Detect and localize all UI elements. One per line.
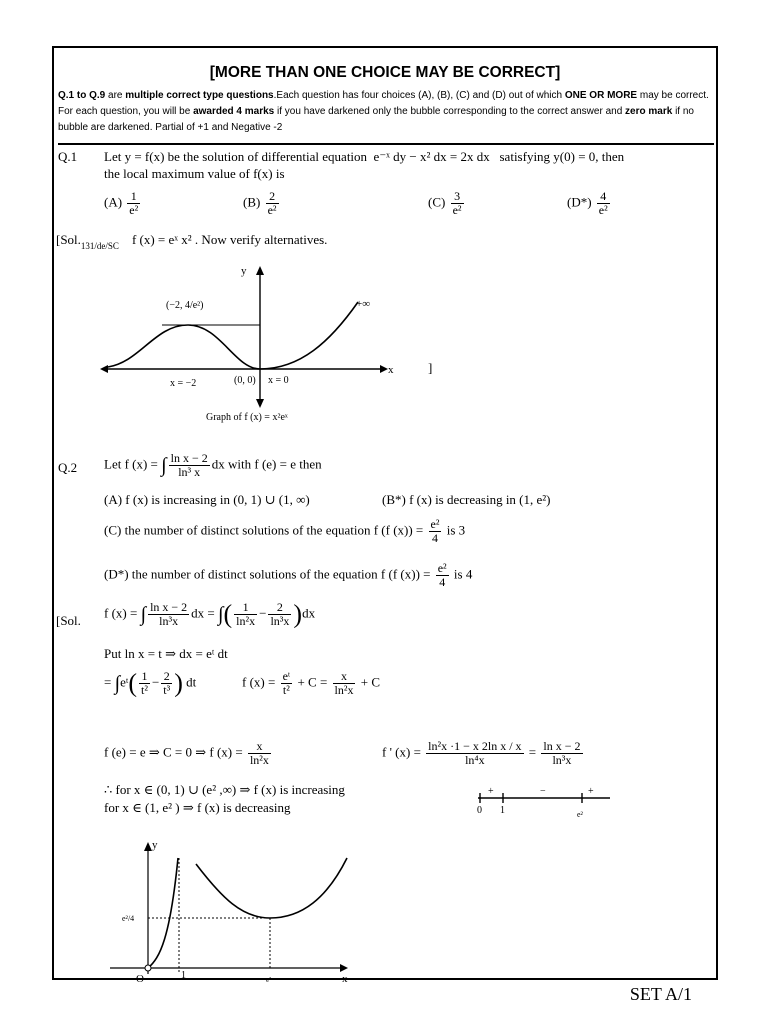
q1-xm2-label: x = −2: [170, 378, 197, 389]
q2-curve-left: [148, 858, 178, 968]
q2-sol-fx: f (x) = $\frac{\text{eᵗ}}{\text{t²}}$ + C = $\frac{x}{\text{ln²x}}$ + C: [242, 669, 380, 697]
q1-stem-line1: Let y = f(x) be the solution of differential equation e⁻ˣ dy − x² dx = 2x dx satisfying y(0) = 0, then: [104, 149, 625, 164]
header-rule: [58, 143, 714, 145]
q1-solution: [$Sol._{131/de/SC}$ f (x) = eˣ x² . Now verify alternatives.: [56, 232, 328, 251]
q2-curve-right: [196, 858, 347, 918]
q1-graph: [100, 262, 460, 432]
q2-option-c: (C) the number of distinct solutions of the equation f (f (x)) = $\frac{\text{e²}}{4}$ is 3: [104, 517, 466, 545]
q1-option-c: (C) $\frac{3}{\text{e²}}$: [428, 189, 462, 217]
sign-plus-1: +: [488, 786, 494, 797]
q2-sol-label: [Sol.: [56, 613, 81, 628]
q2-option-b: (B*) f (x) is decreasing in (1, e²): [382, 492, 551, 507]
q2-sol-increasing: ∴ for x ∈ (0, 1) ∪ (e² ,∞) ⇒ f (x) is increasing: [104, 782, 345, 797]
instructions: Q.1 to Q.9 are multiple correct type questions.Each question has four choices (A), (B), (C) and (D) out of which ONE OR MORE may be correct. For each question, you will be awarded 4 marks if you have darkened only the bubble corresponding to the correct answer and zero mark if no bubble are darkened. Partial of +1 and Negative -2: [58, 90, 709, 133]
sign-plus-2: +: [588, 786, 594, 797]
q2-sol-line4: f (e) = e ⇒ C = 0 ⇒ f (x) = $\frac{x}{\text{ln²x}}$: [104, 739, 269, 767]
q1-x-label: x: [388, 364, 394, 376]
q1-option-a: (A) $\frac{1}{\text{e²}}$: [104, 189, 139, 217]
q2-one-label: 1: [181, 970, 186, 981]
sign-tick-0: 0: [477, 805, 482, 816]
q1-max-point: (−2, 4/e²): [166, 300, 204, 311]
q2-origin-label: O: [136, 973, 144, 985]
q1-origin-label: (0, 0): [234, 375, 256, 386]
q2-sol-decreasing: for x ∈ (1, e² ) ⇒ f (x) is decreasing: [104, 800, 291, 815]
q2-origin-hole: [145, 965, 151, 971]
q1-curve: [108, 302, 358, 369]
q1-option-b: (B) $\frac{2}{\text{e²}}$: [243, 189, 277, 217]
footer-set-label: SET A/1: [629, 984, 692, 1004]
q1-graph-caption: Graph of f (x) = x²eˣ: [206, 412, 288, 423]
q1-x-arrow: [380, 365, 388, 373]
q1-inf-label: +∞: [356, 298, 371, 310]
q2-sol-derivative: f ' (x) = $\frac{\text{ln²x ·1 − x 2ln x / x}}{\text{ln⁴x}}$ = $\frac{\text{ln x − 2}}{\text{ln³x}}$: [382, 739, 581, 767]
q2-level-label: e²/4: [122, 914, 135, 923]
q2-x-label: x: [342, 973, 348, 985]
q2-sign-line: [470, 780, 620, 824]
q1-option-d: (D*) $\frac{4}{\text{e²}}$: [567, 189, 608, 217]
q2-option-d: (D*) the number of distinct solutions of the equation f (f (x)) = $\frac{\text{e²}}{4}$ is 4: [104, 561, 473, 589]
q1-x0-label: x = 0: [268, 375, 289, 386]
q2-stem: Let f (x) = ∫ $\frac{\text{ln x − 2}}{\text{ln³ x}}$ dx with f (e) = e then: [104, 451, 322, 479]
q1-sol-close: ]: [428, 360, 433, 375]
q1-stem-line2: the local maximum value of f(x) is: [104, 166, 285, 181]
q2-option-a: (A) f (x) is increasing in (0, 1) ∪ (1, ∞): [104, 492, 310, 507]
q2-sol-line3: = ∫eᵗ( $\frac{1}{\text{t²}}$ − $\frac{2}{\text{t³}}$ ) dt: [104, 668, 197, 698]
q2-graph: [102, 828, 372, 985]
sign-tick-e2: e²: [577, 810, 583, 819]
q1-label: Q.1: [58, 149, 78, 164]
q2-e2-label: e²: [266, 976, 272, 984]
q2-sol-put: Put ln x = t ⇒ dx = eᵗ dt: [104, 646, 228, 661]
q2-label: Q.2: [58, 460, 78, 475]
q2-y-label: y: [152, 839, 158, 851]
page-frame: [52, 46, 718, 985]
section-title: [MORE THAN ONE CHOICE MAY BE CORRECT]: [209, 64, 561, 81]
sign-tick-1: 1: [500, 805, 505, 816]
sign-minus: −: [540, 786, 546, 797]
q2-sol-line1: f (x) = ∫ $\frac{\text{ln x − 2}}{\text{ln³x}}$ dx = ∫( $\frac{1}{\text{ln²x}}$ − $\frac{2}{\text{ln³x}}$ )dx: [104, 599, 316, 629]
q1-y-label: y: [241, 265, 247, 277]
